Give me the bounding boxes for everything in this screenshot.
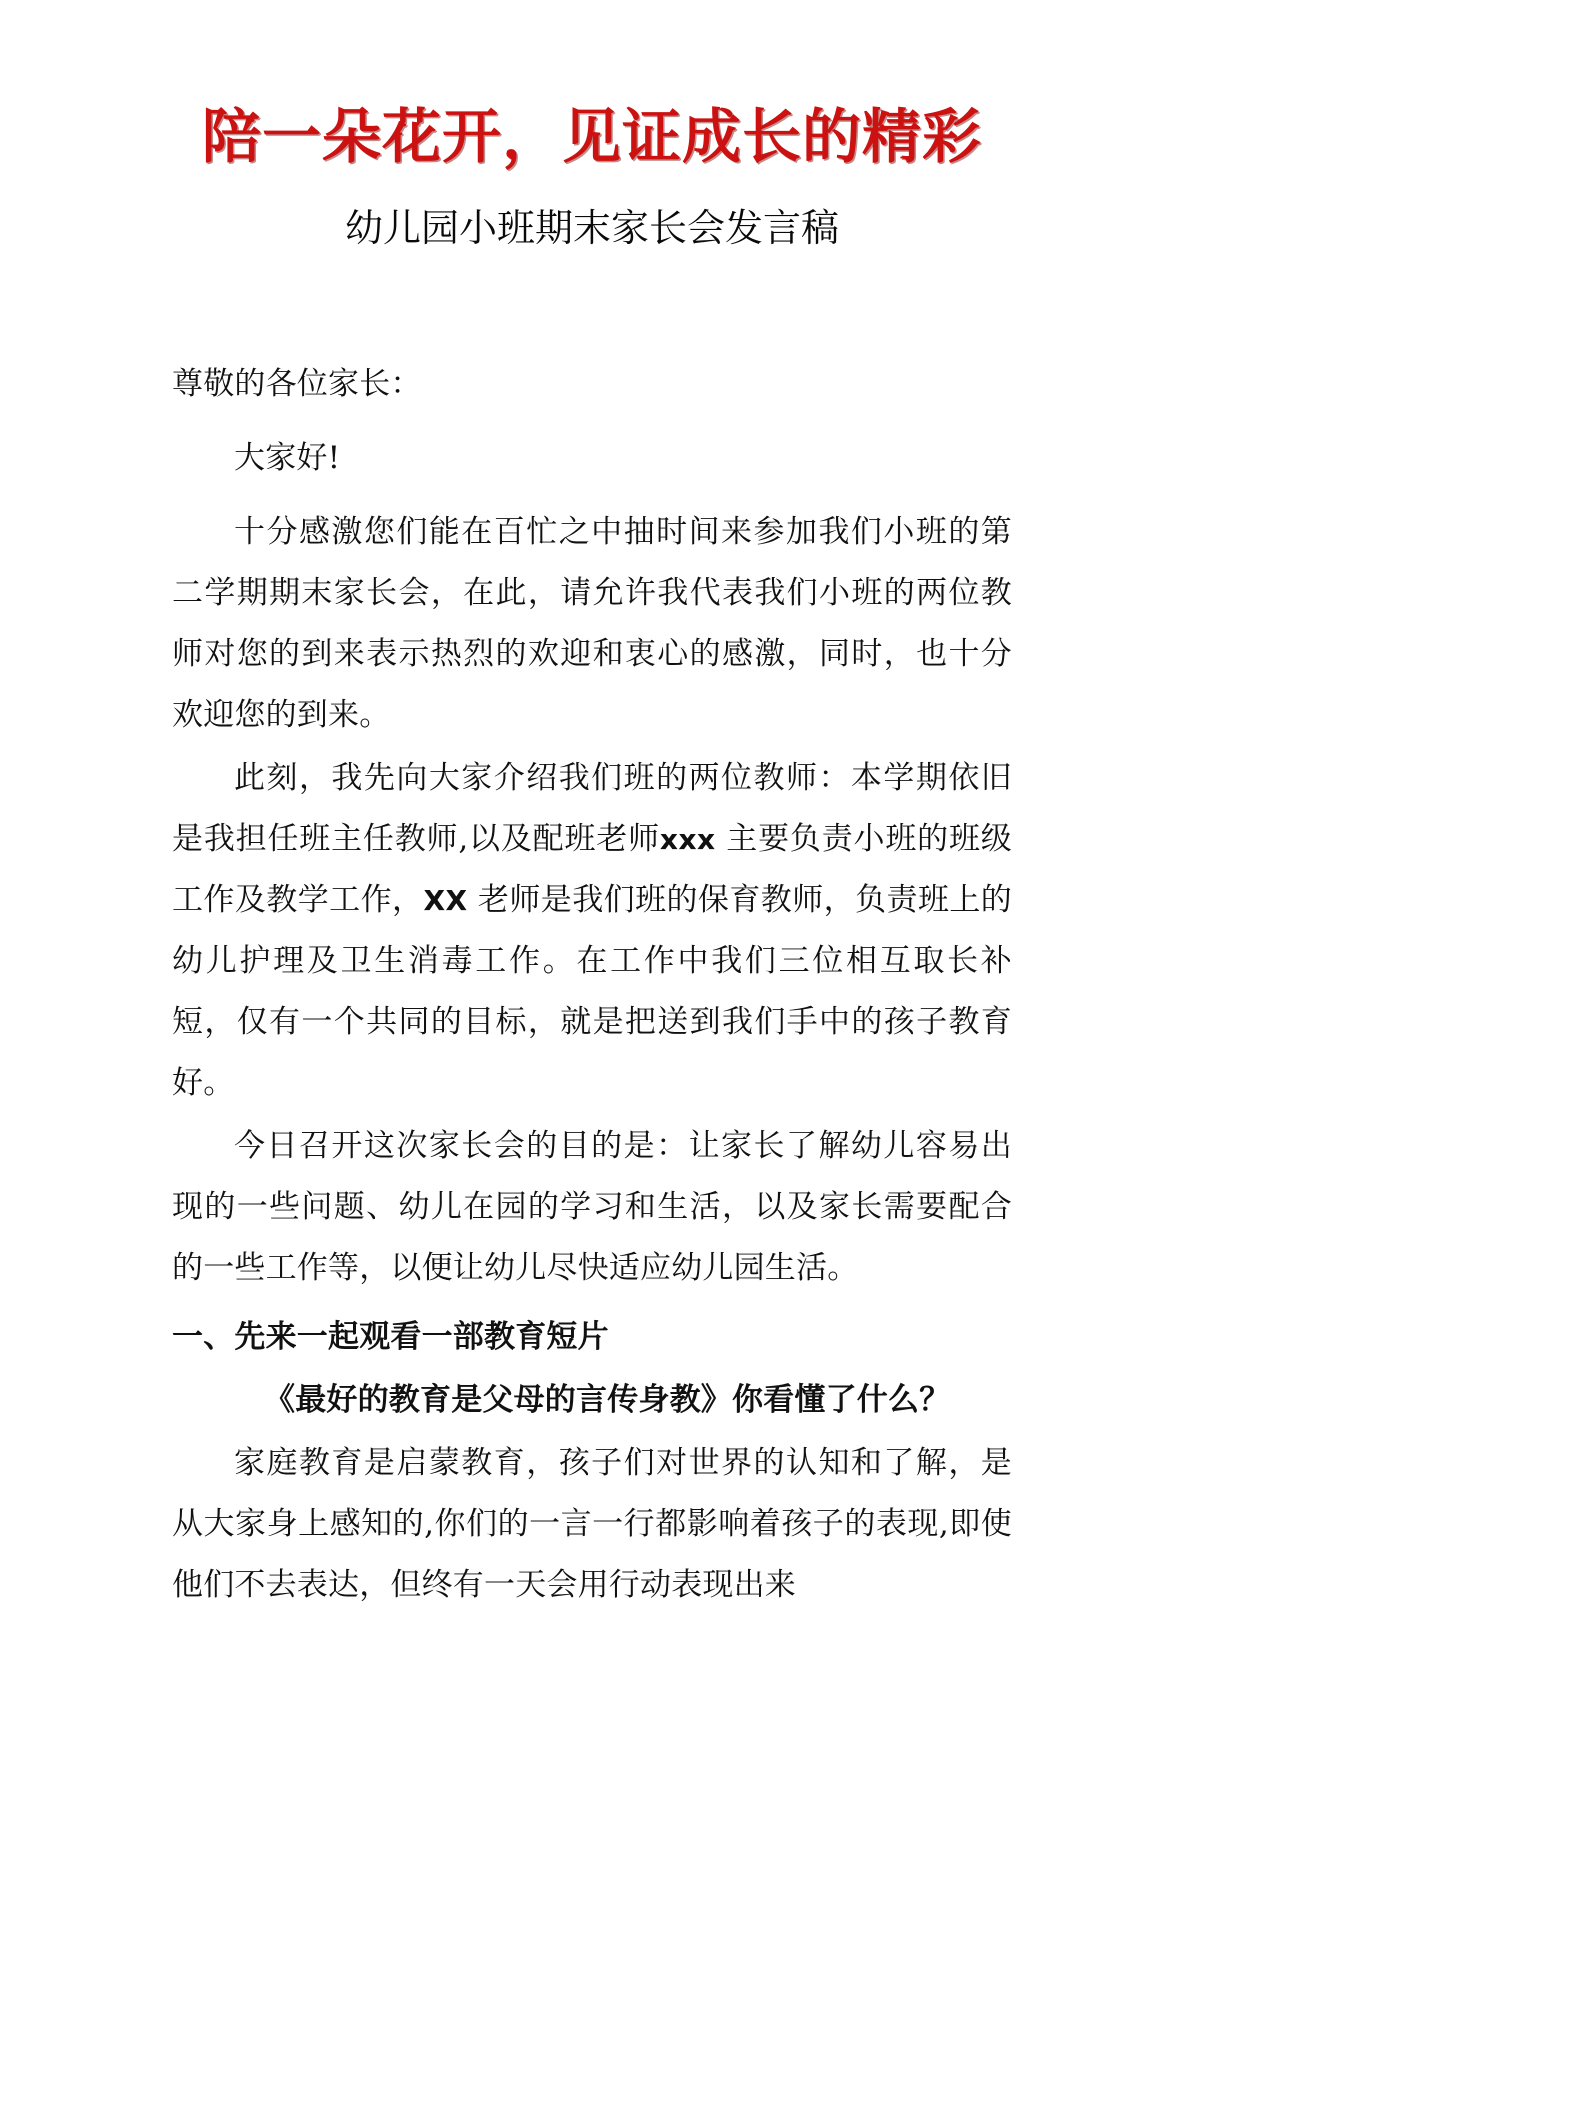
teacher-name-blank-secondary: XX — [423, 883, 468, 917]
document-content — [172, 0, 1012, 1618]
page-title: 陪一朵花开，见证成长的精彩 — [201, 102, 982, 171]
teacher-intro-part1: 此刻，我先向大家介绍我们班的两位教师：本学期依旧是我担任班主任教师,以及配班老师 — [172, 759, 1012, 857]
salutation-line: 尊敬的各位家长： — [172, 365, 422, 402]
teacher-intro-part3: 老师是我们班的保育教师，负责班上的幼儿护理及卫生消毒工作。在工作中我们三位相互取长补短，仅有一个共同的目标，就是把送到我们手中的孩子教育好。 — [172, 881, 1013, 1101]
paragraph-teachers — [172, 748, 1012, 1116]
paragraph-family-education: 家庭教育是启蒙教育，孩子们对世界的认知和了解，是从大家身上感知的,你们的一言一行都影响着孩子的表现,即使他们不去表达，但终有一天会用行动表现出来 — [172, 1444, 1012, 1603]
document-body — [172, 252, 1012, 1618]
paragraph-welcome: 十分感激您们能在百忙之中抽时间来参加我们小班的第二学期期末家长会，在此，请允许我代表我们小班的两位教师对您的到来表示热烈的欢迎和衷心的感激，同时，也十分欢迎您的到来。 — [172, 513, 1012, 733]
film-title-line: 《最好的教育是父母的言传身教》你看懂了什么？ — [264, 1381, 951, 1418]
section-heading-one: 一、先来一起观看一部教育短片 — [172, 1318, 609, 1355]
teacher-intro-part2: 主要负责小班的班级工作及教学工作， — [172, 820, 1012, 918]
greeting-line: 大家好! — [234, 439, 341, 476]
page-subtitle: 幼儿园小班期末家长会发言稿 — [344, 206, 839, 251]
teacher-name-blank-primary: xxx — [659, 822, 716, 856]
paragraph-purpose: 今日召开这次家长会的目的是：让家长了解幼儿容易出现的一些问题、幼儿在园的学习和生活，以及家长需要配合的一些工作等，以便让幼儿尽快适应幼儿园生活。 — [172, 1127, 1012, 1286]
title-block — [172, 0, 1012, 252]
